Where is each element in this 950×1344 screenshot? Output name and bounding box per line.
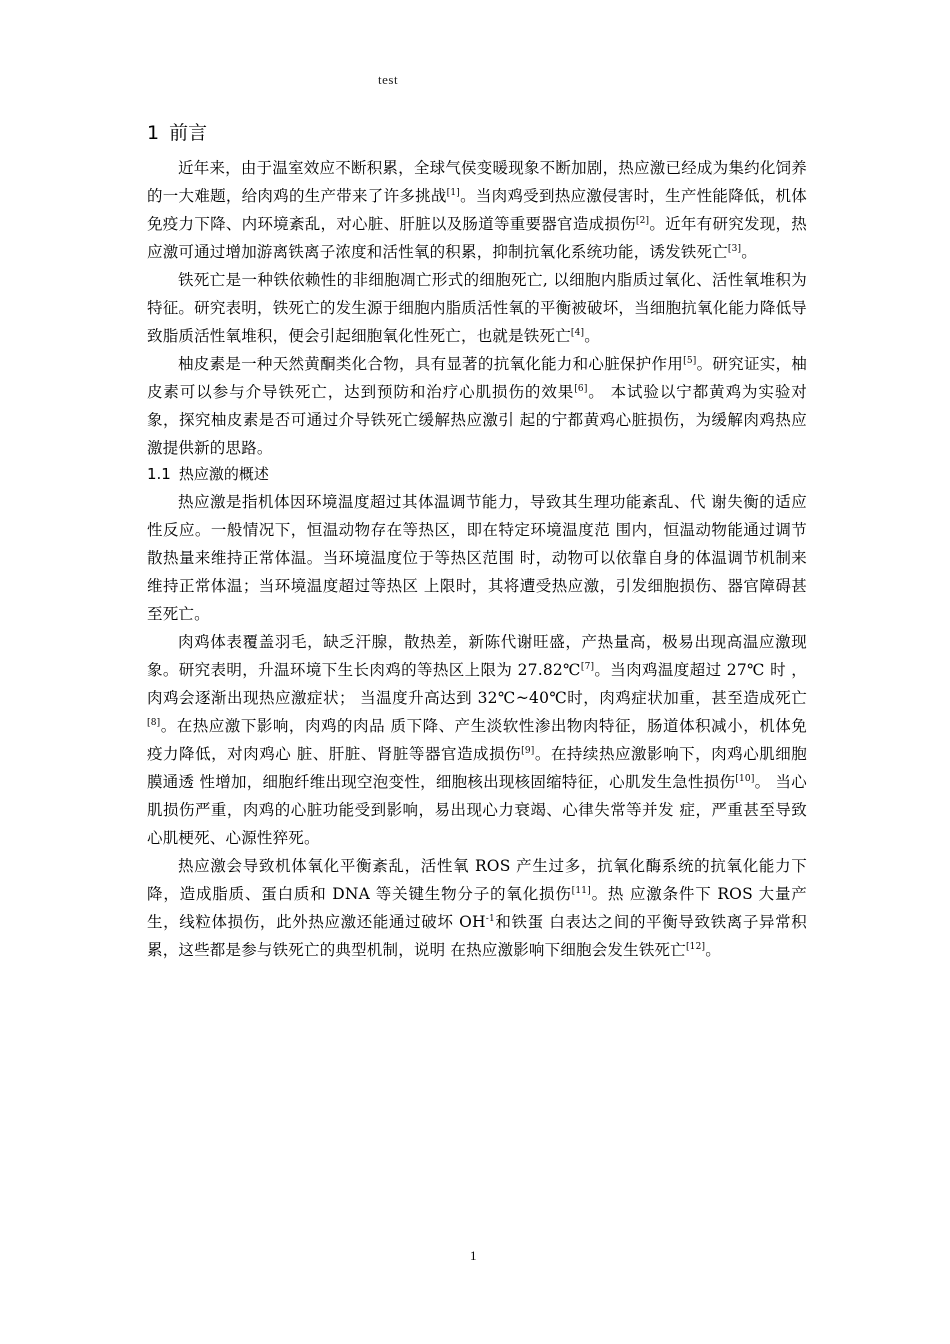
- paragraph-text: 热应激会导致机体氧化平衡紊乱，活性氧 ROS 产生过多，抗氧化酶系统的抗氧化能力下降，造成脂质、蛋白质和 DNA 等关键生物分子的氧化损伤: [147, 857, 807, 903]
- citation-superscript: [9]: [521, 746, 535, 756]
- paragraph-text: 。 当心肌损伤严重，肉鸡的心脏功能受到影响，易出现心力衰竭、心律失常等并发 症，严重甚至导致心肌梗死、心源性猝死。: [147, 773, 807, 847]
- paragraph: [147, 350, 807, 462]
- paragraph-text: 。研究证实，柚皮素可以参与介导铁死亡，达到预防和治疗心肌损伤的效果: [147, 355, 807, 401]
- paragraph: [147, 488, 807, 628]
- subsection-number: 1.1: [147, 465, 171, 483]
- paragraph: [147, 852, 807, 964]
- paragraph-text: 。: [741, 243, 757, 261]
- paragraph-text: 。: [705, 941, 721, 959]
- citation-superscript: [1]: [446, 188, 461, 198]
- paragraph: [147, 154, 807, 266]
- paragraph-text: 。近年有研究发现，热应激可通过增加游离铁离子浓度和活性氧的积累，抑制抗氧化系统功能，诱发铁死亡: [147, 215, 807, 261]
- citation-superscript: [5]: [683, 356, 697, 366]
- subsection-title: 热应激的概述: [178, 465, 269, 483]
- paragraph-text: 热应激是指机体因环境温度超过其体温调节能力，导致其生理功能紊乱、代 谢失衡的适应性反应。一般情况下，恒温动物存在等热区，即在特定环境温度范 围内，恒温动物能通过调节散热量来维持正常体温。当环境温度位于等热区范围 时，动物可以依靠自身的体温调节机制来维持正常体温；当环境温度超过等热区 上限时，其将遭受热应激，引发细胞损伤、器官障碍甚至死亡。: [147, 493, 807, 623]
- section-number: 1: [147, 122, 160, 144]
- citation-superscript: [3]: [727, 244, 742, 254]
- paragraph-text: 柚皮素是一种天然黄酮类化合物，具有显著的抗氧化能力和心脏保护作用: [178, 355, 684, 373]
- citation-superscript: [8]: [147, 718, 161, 728]
- paragraph: [147, 628, 807, 852]
- section-heading-1: [147, 118, 807, 148]
- citation-superscript: -1: [485, 914, 495, 924]
- citation-superscript: [6]: [574, 384, 588, 394]
- page-header: test: [378, 72, 399, 87]
- citation-superscript: [2]: [635, 216, 650, 226]
- paragraph-text: 铁死亡是一种铁依赖性的非细胞凋亡形式的细胞死亡, 以细胞内脂质过氧化、活性氧堆积为特征。研究表明，铁死亡的发生源于细胞内脂质活性氧的平衡被破坏，当细胞抗氧化能力降低导致脂质活性氧堆积，便会引起细胞氧化性死亡，也就是铁死亡: [147, 271, 807, 345]
- paragraph-text: 。当肉鸡受到热应激侵害时，生产性能降低，机体免疫力下降、内环境紊乱，对心脏、肝脏以及肠道等重要器官造成损伤: [147, 187, 807, 233]
- paragraph-text: 。当肉鸡温度超过 27℃ 时 ， 肉鸡会逐渐出现热应激症状； 当温度升高达到 32℃~40℃时，肉鸡症状加重，甚至造成死亡: [147, 661, 807, 707]
- section-title: 前言: [169, 122, 208, 144]
- citation-superscript: [4]: [570, 328, 585, 338]
- citation-superscript: [12]: [685, 942, 706, 952]
- section-1-paragraphs: [147, 154, 807, 462]
- paragraph-text: 。在持续热应激影响下，肉鸡心肌细胞膜通透 性增加，细胞纤维出现空泡变性，细胞核出现核固缩特征，心肌发生急性损伤: [147, 745, 807, 791]
- page-number: 1: [470, 1248, 477, 1263]
- paragraph-text: 近年来，由于温室效应不断积累，全球气侯变暖现象不断加剧，热应激已经成为集约化饲养的一大难题，给肉鸡的生产带来了许多挑战: [147, 159, 807, 205]
- section-1-1-paragraphs: [147, 488, 807, 964]
- paragraph: [147, 266, 807, 350]
- citation-superscript: [10]: [735, 774, 755, 784]
- paragraph-text: 。热 应激条件下 ROS 大量产生，线粒体损伤，此外热应激还能通过破坏 OH: [147, 885, 808, 931]
- paragraph-text: 。 本试验以宁都黄鸡为实验对象，探究柚皮素是否可通过介导铁死亡缓解热应激引 起的宁都黄鸡心脏损伤，为缓解肉鸡热应激提供新的思路。: [147, 383, 807, 457]
- document-body: [147, 118, 807, 964]
- paragraph-text: 。: [584, 327, 600, 345]
- citation-superscript: [7]: [580, 662, 595, 672]
- citation-superscript: [11]: [571, 886, 591, 896]
- section-heading-1-1: [147, 462, 807, 486]
- paragraph-text: 。在热应激下影响，肉鸡的肉品 质下降、产生淡软性渗出物肉特征，肠道体积减小，机体免疫力降低，对肉鸡心 脏、肝脏、肾脏等器官造成损伤: [147, 717, 807, 763]
- paragraph-text: 肉鸡体表覆盖羽毛，缺乏汗腺，散热差，新陈代谢旺盛，产热量高，极易出现高温应激现象。研究表明，升温环境下生长肉鸡的等热区上限为 27.82℃: [147, 633, 807, 679]
- paragraph-text: 和铁蛋 白表达之间的平衡导致铁离子异常积累，这些都是参与铁死亡的典型机制，说明 在热应激影响下细胞会发生铁死亡: [147, 913, 807, 959]
